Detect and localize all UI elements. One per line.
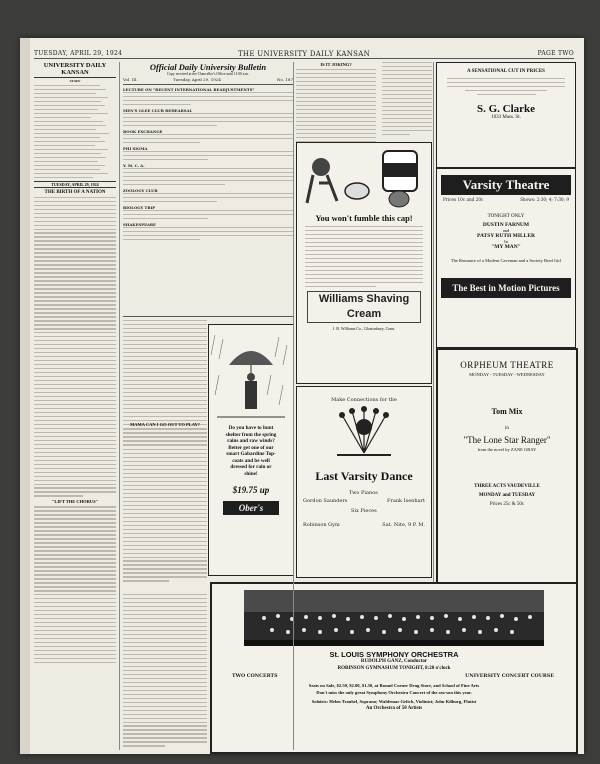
obers-line: Better get one of our	[228, 444, 274, 451]
bulletin-notice	[123, 108, 293, 126]
bulletin-title: Official Daily University Bulletin	[149, 62, 267, 72]
symphony-orchestra-ad	[210, 582, 578, 754]
lift-chorus-heading: "LIFT THE CHORUS"	[51, 499, 99, 505]
shaving-cap-illustration	[297, 143, 431, 211]
obers-line: smart Gabardine Top-	[226, 451, 276, 457]
orpheum-name: ORPHEUM THEATRE	[460, 360, 554, 370]
symphony-two-concerts: TWO CONCERTS	[232, 673, 278, 679]
running-head-date: TUESDAY, APRIL 29, 1924	[34, 50, 123, 57]
williams-logo: Williams Shaving Cream	[307, 291, 421, 323]
dance-title: Last Varsity Dance	[315, 469, 413, 483]
bulletin-item-heading: Y. M. C. A.	[123, 162, 145, 168]
column-rule-2	[293, 62, 294, 750]
bulletin-item-heading: BOOK EXCHANGE	[123, 128, 163, 134]
bulletin-volume: Vol. III.	[123, 77, 138, 82]
bulletin-item-heading: LECTURE ON "RECENT INTERNATIONAL READJUSTMENTS"	[123, 87, 255, 92]
bulletin-item-heading: SHAKESPEARE	[123, 221, 156, 227]
joking-heading: IS IT JOKING?	[320, 62, 352, 67]
bulletin-number: No. 187	[276, 77, 293, 82]
bulletin-column	[123, 62, 293, 314]
column-4-top	[382, 62, 432, 152]
clarke-price-cut-ad	[436, 62, 576, 168]
editorial-date: TUESDAY, APRIL 29, 1924	[34, 181, 116, 188]
obers-price: $19.75 up	[232, 485, 270, 495]
symphony-title: St. LOUIS SYMPHONY ORCHESTRA	[329, 650, 459, 659]
symphony-soloists: Soloists: Helen Traubel, Soprano; Waldemar Geltch, Violinist; John Kilburg, Flutist	[311, 699, 477, 704]
staff-list	[34, 85, 116, 178]
varsity-tonight: TONIGHT ONLY	[487, 214, 525, 219]
binding-gutter	[20, 38, 30, 754]
clarke-name: S. G. Clarke	[476, 103, 536, 116]
varsity-star-1: DUSTIN FARNUM	[482, 222, 530, 228]
bulletin-bottom-rule	[123, 316, 293, 317]
dance-left-name: Gordon Saunders	[303, 498, 348, 504]
running-head-title: THE UNIVERSITY DAILY KANSAN	[237, 50, 371, 58]
orpheum-star: Tom Mix	[491, 407, 523, 416]
bulletin-notice	[123, 129, 293, 143]
williams-maker: J. B. Williams Co., Glastonbury, Conn.	[332, 326, 396, 332]
obers-line: rains and raw winds?	[227, 438, 275, 444]
obers-line: shine!	[244, 470, 258, 477]
clarke-heading: A SENSATIONAL CUT IN PRICES	[467, 69, 545, 74]
obers-line: coats and be well	[232, 457, 270, 464]
lift-chorus-body	[34, 506, 116, 663]
orpheum-vaudeville-days: MONDAY and TUESDAY	[478, 493, 536, 498]
bulletin-notice	[123, 87, 293, 105]
dance-figure-illustration	[297, 403, 431, 463]
running-head-page: PAGE TWO	[537, 50, 574, 57]
newspaper-page	[20, 38, 584, 754]
staff-label: STAFF	[69, 79, 81, 83]
varsity-motto: The Best in Motion Pictures	[441, 278, 571, 298]
dance-connections: Make Connections for the	[331, 397, 397, 403]
symphony-dont-miss: Don't miss the only great Symphony Orchestra Concert of the sea-son this year.	[316, 690, 472, 695]
bulletin-item-heading: ZOOLOGY CLUB	[123, 187, 158, 193]
column-mama-text	[123, 422, 207, 590]
williams-body	[297, 223, 431, 287]
varsity-feature: "MY MAN"	[491, 244, 521, 250]
column-2-bottom	[123, 594, 207, 750]
varsity-theatre-ad	[436, 168, 576, 348]
bulletin-notice	[123, 188, 293, 202]
obers-ad-copy	[209, 425, 293, 477]
bulletin-notice	[123, 163, 293, 185]
column-rule-1	[119, 62, 120, 750]
editorial-body	[34, 197, 116, 497]
orpheum-prices: Prices 25c & 50c	[489, 502, 525, 507]
varsity-and: and	[502, 228, 510, 233]
bulletin-notice	[123, 222, 293, 240]
symphony-labels	[212, 673, 576, 680]
varsity-prices: Prices 10c and 20c	[443, 197, 484, 202]
orpheum-film: "The Lone Star Ranger"	[463, 435, 551, 445]
bulletin-meta	[123, 77, 293, 85]
column-rule-3	[433, 62, 434, 582]
symphony-seats: Seats on Sale, $2.50, $2.00, $1.50, at Round Corner Drug Store, and School of Fine Arts	[308, 683, 480, 688]
symphony-venue: ROBINSON GYMNASIUM TONIGHT, 8:20 o'clock	[337, 666, 451, 671]
editorial-heading: THE BIRTH OF A NATION	[44, 189, 106, 195]
head-rule	[34, 58, 574, 59]
varsity-banner: Varsity Theatre	[441, 175, 571, 195]
symphony-concert-course: UNIVERSITY CONCERT COURSE	[465, 673, 554, 679]
williams-shaving-cream-ad	[296, 142, 432, 384]
mama-heading: MAMA CAN I GO OUT TO PLAY?	[129, 422, 201, 427]
bulletin-notice	[123, 205, 293, 219]
symphony-ensemble: An Orchestra of 50 Artists	[365, 706, 423, 711]
bulletin-date: Tuesday, April 29, 1924	[173, 77, 221, 82]
orpheum-days: MONDAY - TUESDAY - WEDNESDAY	[469, 372, 545, 377]
dance-center-top: Two Pianos	[349, 490, 378, 496]
column-editorial	[34, 62, 116, 750]
orchestra-photo	[244, 590, 544, 646]
bulletin-notice	[123, 146, 293, 160]
bulletin-subtitle: Copy received at the Chancellor's Office until 11:00 a.m.	[167, 72, 249, 76]
clarke-body	[437, 74, 575, 95]
dance-footer	[297, 522, 431, 532]
orpheum-novel: from the novel by ZANE GRAY	[477, 447, 537, 452]
dance-date: Sat. Nite, 9 P. M.	[382, 522, 425, 528]
obers-topcoat-ad	[208, 324, 294, 576]
varsity-star-2: PATSY RUTH MILLER	[477, 233, 535, 239]
rain-umbrella-illustration	[209, 325, 293, 425]
obers-line: Do you have to hunt	[228, 425, 274, 431]
dance-center-bottom: Six Pieces	[351, 508, 377, 514]
dance-right-name: Frank Isenhart	[386, 498, 425, 504]
williams-headline: You won't fumble this cap!	[315, 213, 413, 223]
varsity-in: In	[504, 239, 508, 244]
bulletin-item-heading: BIOLOGY TRIP	[123, 204, 156, 210]
orpheum-vaudeville: THREE ACTS VAUDEVILLE	[474, 484, 540, 489]
dance-lineup	[297, 490, 431, 520]
masthead: UNIVERSITY DAILY KANSAN	[34, 62, 116, 78]
varsity-dance-ad	[296, 386, 432, 578]
obers-line: dressed for rain or	[230, 464, 272, 470]
varsity-showtimes: Shows: 2:30; 4; 7:30; 9	[520, 197, 569, 202]
varsity-price-row	[443, 197, 569, 204]
dance-venue: Robinson Gym	[303, 522, 340, 528]
obers-line: shelter from the spring	[225, 431, 277, 438]
bulletin-item-heading: PHI SIGMA	[123, 145, 148, 151]
symphony-conductor: RUDOLPH GANZ, Conductor	[360, 659, 428, 664]
orpheum-theatre-ad	[436, 348, 578, 584]
varsity-description: The Romance of a Modern Caveman and a Society Bred Girl	[450, 258, 562, 263]
clarke-address: 1033 Mass. St.	[491, 115, 521, 121]
orpheum-in: in	[505, 426, 509, 431]
bulletin-item-heading: MEN'S GLEE CLUB REHEARSAL	[123, 107, 193, 113]
obers-logo: Ober's	[223, 501, 279, 515]
